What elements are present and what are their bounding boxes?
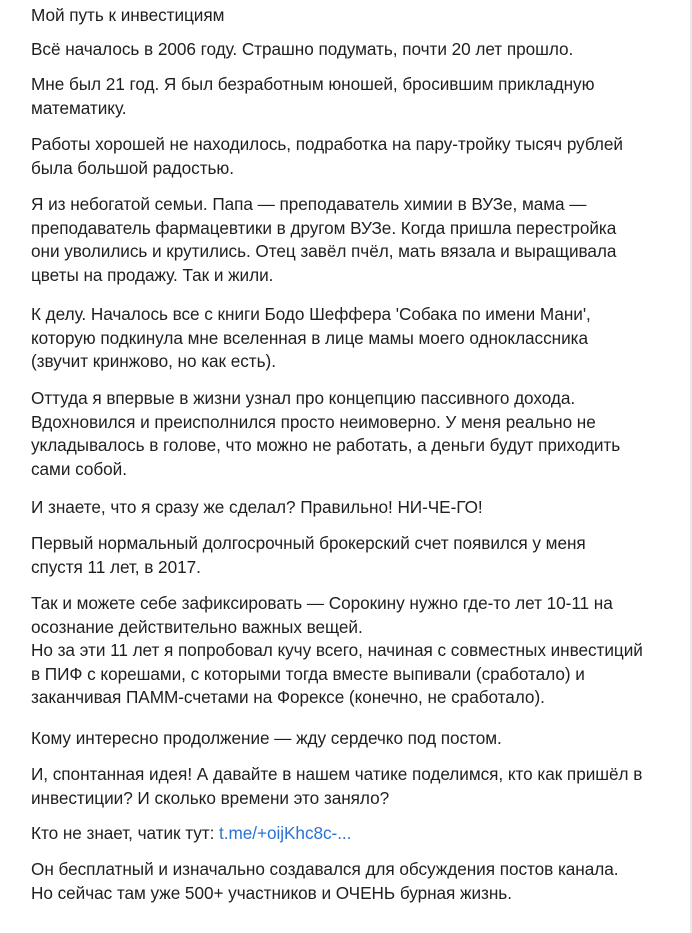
paragraph: Кому интересно продолжение — жду сердечко под постом. — [31, 728, 502, 748]
post-title: Мой путь к инвестициям — [31, 5, 225, 25]
paragraph: И знаете, что я сразу же сделал? Правильно! НИ-ЧЕ-ГО! — [31, 497, 483, 517]
chat-line — [31, 822, 351, 846]
chat-link[interactable]: t.me/+oijKhc8c-... — [219, 823, 352, 843]
chat-prefix: Кто не знает, чатик тут: — [31, 823, 220, 843]
closing-paragraph: Он бесплатный и изначально создавался для обсуждения постов канала. Но сейчас там уже 500+ участников и ОЧЕНЬ бурная жизнь. — [31, 859, 619, 903]
paragraph: Так и можете себе зафиксировать — Сорокину нужно где-то лет 10-11 на осознание действительно важных вещей. Но за эти 11 лет я попробовал кучу всего, начиная с совместных инвестиций в ПИФ с корешами, с которыми тогда вместе выпивали (сработало) и заканчивая ПАММ-счетами на Форексе (конечно, не сработало). — [31, 593, 643, 707]
paragraph: Я из небогатой семьи. Папа — преподаватель химии в ВУЗе, мама — преподаватель фармацевтики в другом ВУЗе. Когда пришла перестройка они уволились и крутились. Отец завёл пчёл, мать вязала и выращивала цветы на продажу. Так и жили. — [31, 194, 617, 285]
paragraph: И, спонтанная идея! А давайте в нашем чатике поделимся, кто как пришёл в инвестиции? И сколько времени это заняло? — [31, 764, 643, 808]
paragraph: Оттуда я впервые в жизни узнал про концепцию пассивного дохода. Вдохновился и преисполнился просто неимоверно. У меня реально не укладывалось в голове, что можно не работать, а деньги будут приходить сами собой. — [31, 388, 621, 479]
paragraph: Первый нормальный долгосрочный брокерский счет появился у меня спустя 11 лет, в 2017. — [31, 533, 586, 577]
paragraph: К делу. Началось все с книги Бодо Шеффера 'Собака по имени Мани', которую подкинула мне вселенная в лице мамы моего одноклассника (звучит кринжово, но как есть). — [31, 304, 591, 371]
paragraph: Работы хорошей не находилось, подработка на пару-тройку тысяч рублей была большой радостью. — [31, 134, 623, 178]
paragraph: Мне был 21 год. Я был безработным юношей, бросившим прикладную математику. — [31, 74, 595, 118]
paragraph: Всё началось в 2006 году. Страшно подумать, почти 20 лет прошло. — [31, 39, 574, 59]
